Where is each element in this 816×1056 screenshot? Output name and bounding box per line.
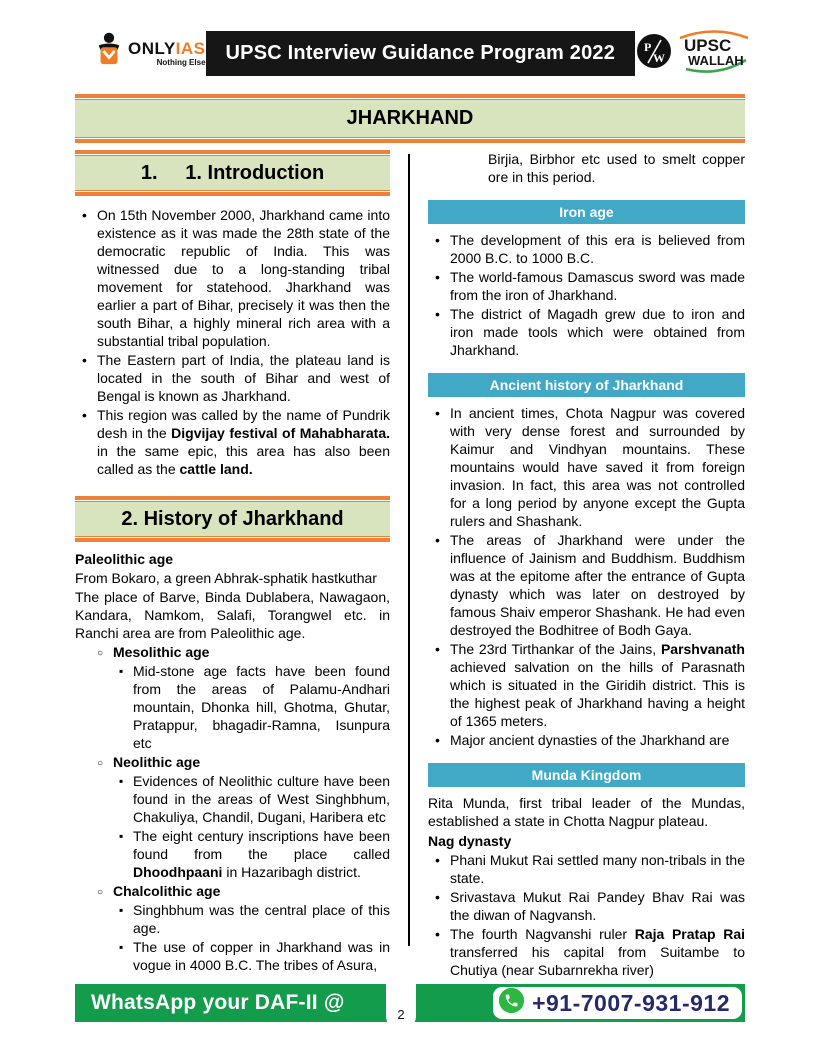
right-column <box>428 150 745 980</box>
text-segment: Major ancient dynasties of the Jharkhand are <box>450 732 730 748</box>
whatsapp-icon <box>498 987 525 1019</box>
whatsapp-phone-number: +91-7007-931-912 <box>532 989 730 1016</box>
bullet <box>428 305 745 359</box>
bold-line: Nag dynasty <box>428 833 512 849</box>
o-bullet <box>75 753 390 771</box>
text-segment: On 15th November 2000, Jharkhand came into existence as it was made the 28th state of the democratic republic of India. This was witnessed due to a long-standing tribal movement for statehood. Jharkhand was earlier a part of Bihar, precisely it was then the south Bihar, a highly mineral rich area with a substantial tribal population. <box>97 207 390 349</box>
bullet <box>428 851 745 887</box>
page-number-tab <box>386 984 416 1031</box>
bullet <box>428 231 745 267</box>
pw-circle-icon <box>635 32 673 75</box>
green-heading <box>75 496 390 542</box>
o-bullet <box>75 643 390 661</box>
text-segment: The place of Barve, Binda Dublabera, Nawagaon, Kandara, Namkom, Salafi, Torangwel etc. in Ranchi area are from Paleolithic age. <box>75 589 390 641</box>
text-segment: In ancient times, Chota Nagpur was covered with very dense forest and surrounded by Kaimur and Vindhyan mountains. These mountains would have saved it from foreign invasion. In fact, this area was not controlled for a long period by anyone except the Gupta rulers and Shashank. <box>450 405 745 529</box>
para <box>75 569 390 587</box>
onlyias-word-ias: IAS <box>175 38 206 58</box>
upsc-wallah-wordmark <box>676 29 750 78</box>
bullet <box>428 925 745 979</box>
upsc-wallah-logo <box>635 29 750 78</box>
bullet <box>75 206 390 350</box>
content-columns <box>75 150 745 978</box>
bullet <box>428 531 745 639</box>
onlyias-tagline: Nothing Else <box>156 57 206 67</box>
bullet <box>428 731 745 749</box>
text-segment: The district of Magadh grew due to iron and iron made tools which were obtained from Jharkhand. <box>450 306 745 358</box>
para <box>428 794 745 830</box>
para <box>75 588 390 642</box>
bullet <box>428 268 745 304</box>
teal-header: Munda Kingdom <box>428 763 745 787</box>
sq-bullet <box>75 662 390 752</box>
sq-bullet <box>75 901 390 937</box>
text-segment: The 23rd Tirthankar of the Jains, <box>450 641 661 657</box>
teal-header: Ancient history of Jharkhand <box>428 373 745 397</box>
section-heading-text: 1. 1. Introduction <box>75 155 390 191</box>
text-segment: The fourth Nagvanshi ruler <box>450 926 635 942</box>
text-segment: Parshvanath <box>660 641 745 657</box>
text-segment: in Hazaribagh district. <box>222 864 361 880</box>
teal-header: Iron age <box>428 200 745 224</box>
text-segment: Evidences of Neolithic culture have been found in the areas of West Singhbhum, Chakuliya, Chandil, Dugani, Haribera etc <box>133 773 390 825</box>
text-segment: The world-famous Damascus sword was made from the iron of Jharkhand. <box>450 269 745 303</box>
bold-line: Paleolithic age <box>75 551 174 567</box>
column-divider <box>408 154 410 946</box>
footer-bar <box>75 984 745 1022</box>
text-segment: The development of this era is believed from 2000 B.C. to 1000 B.C. <box>450 232 745 266</box>
page-title: JHARKHAND <box>75 99 745 138</box>
phone-pill <box>493 987 742 1019</box>
text-segment: The areas of Jharkhand were under the influence of Jainism and Buddhism. Buddhism was at the epitome after the entrance of Gupta dynasty which was later on destroyed by famous Shaiv emperor Shashank. He had even destroyed the Bodhitree of Bodh Gaya. <box>450 532 745 638</box>
left-column <box>75 150 390 975</box>
cont <box>428 150 745 186</box>
green-heading <box>75 150 390 196</box>
text-segment: Neolithic age <box>113 754 201 770</box>
bullet <box>428 404 745 530</box>
whatsapp-cta-label: WhatsApp your DAF-II @ <box>91 991 345 1014</box>
page-header <box>94 26 744 80</box>
bullet <box>428 888 745 924</box>
o-bullet <box>75 882 390 900</box>
onlyias-wordmark <box>128 40 206 67</box>
text-segment: Dhoodhpaani <box>133 864 223 880</box>
svg-text:UPSC: UPSC <box>684 35 732 55</box>
bullet <box>75 351 390 405</box>
text-segment: The Eastern part of India, the plateau land is located in the south of Bihar and west of Bengal is known as Jharkhand. <box>97 352 390 404</box>
document-title-band <box>75 94 745 143</box>
svg-text:W: W <box>653 50 666 65</box>
text-segment: Srivastava Mukut Rai Pandey Bhav Rai was the diwan of Nagvansh. <box>450 889 745 923</box>
text-segment: Singhbhum was the central place of this age. <box>133 902 390 936</box>
sq-bullet <box>75 938 390 974</box>
svg-text:WALLAH: WALLAH <box>688 52 744 68</box>
text-segment: achieved salvation on the hills of Parasnath which is situated in the Giridih district. This is the highest peak of Jharkhand having a height of 1365 meters. <box>450 659 745 729</box>
text-segment: Digvijay festival of Mahabharata. <box>171 425 390 441</box>
text-segment: From Bokaro, a green Abhrak-sphatik hastkuthar <box>75 570 377 586</box>
text-segment: Mid-stone age facts have been found from the areas of Palamu-Andhari mountain, Dhonka hill, Ghotma, Ghutar, Pratappur, bhagadir-Ramna, Isunpura etc <box>133 663 390 751</box>
text-segment: in the same epic, this area has also been called as the <box>97 443 390 477</box>
section-heading-text: 2. History of Jharkhand <box>75 501 390 537</box>
svg-text:P: P <box>644 39 652 54</box>
onlyias-person-icon <box>94 31 124 76</box>
text-segment: Rita Munda, first tribal leader of the Mundas, established a state in Chotta Nagpur plateau. <box>428 795 745 829</box>
text-segment: cattle land. <box>179 461 253 477</box>
bullet <box>75 406 390 478</box>
onlyias-word-only: ONLY <box>128 38 176 58</box>
bullet <box>428 640 745 730</box>
text-segment: transferred his capital from Suitambe to Chutiya (near Subarnrekha river) <box>450 944 745 978</box>
page-number: 2 <box>397 1007 405 1022</box>
text-segment: The use of copper in Jharkhand was in vogue in 4000 B.C. The tribes of Asura, <box>133 939 390 973</box>
text-segment: Birjia, Birbhor etc used to smelt copper ore in this period. <box>488 151 745 185</box>
sq-bullet <box>75 772 390 826</box>
text-segment: Phani Mukut Rai settled many non-tribals in the state. <box>450 852 745 886</box>
program-banner: UPSC Interview Guidance Program 2022 <box>206 31 636 76</box>
sq-bullet <box>75 827 390 881</box>
text-segment: Raja Pratap Rai <box>634 926 745 942</box>
text-segment: Mesolithic age <box>113 644 210 660</box>
text-segment: Chalcolithic age <box>113 883 221 899</box>
text-segment: This region was called by the name of Pundrik desh in the <box>97 407 390 441</box>
text-segment: The eight century inscriptions have been found from the place called <box>133 828 390 862</box>
onlyias-logo <box>94 31 206 76</box>
